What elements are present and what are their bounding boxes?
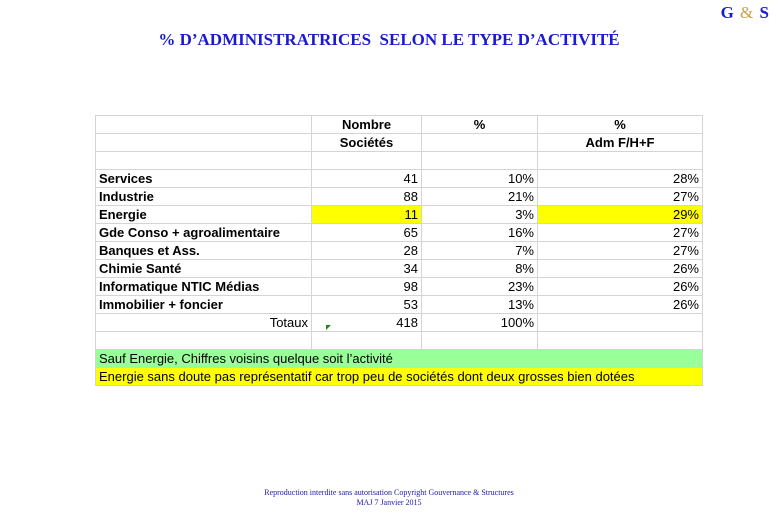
totals-nombre: 418: [312, 314, 422, 332]
row-adm: 27%: [538, 188, 703, 206]
note-yellow: Energie sans doute pas représentatif car trop peu de sociétés dont deux grosses bien dotées: [96, 368, 703, 386]
row-pct: 10%: [422, 170, 538, 188]
logo-s: S: [759, 3, 770, 22]
table-row: [96, 188, 703, 206]
empty-cell: [96, 332, 312, 350]
empty-cell: [538, 152, 703, 170]
header-cell-adm: %: [538, 116, 703, 134]
row-label: Immobilier + foncier: [96, 296, 312, 314]
header-cell-pct: %: [422, 116, 538, 134]
row-nombre: 53: [312, 296, 422, 314]
table-row: [96, 242, 703, 260]
row-pct: 13%: [422, 296, 538, 314]
table-row: [96, 170, 703, 188]
spacer-row: [96, 332, 703, 350]
row-pct: 21%: [422, 188, 538, 206]
empty-cell: [312, 152, 422, 170]
header-cell-adm-fhf: Adm F/H+F: [538, 134, 703, 152]
row-adm: 26%: [538, 278, 703, 296]
empty-cell: [96, 152, 312, 170]
footer-copyright: Reproduction interdite sans autorisation Copyright Gouvernance & Structures: [264, 488, 514, 497]
row-pct: 8%: [422, 260, 538, 278]
footer-date: MAJ 7 Janvier 2015: [356, 498, 422, 507]
row-adm-highlighted: 29%: [538, 206, 703, 224]
table-row-highlighted: [96, 206, 703, 224]
footer: [0, 488, 778, 508]
header-cell-nombre: Nombre: [312, 116, 422, 134]
row-nombre: 34: [312, 260, 422, 278]
row-pct: 16%: [422, 224, 538, 242]
page-title: % D’ADMINISTRATRICES SELON LE TYPE D’ACTIVITÉ: [158, 30, 620, 49]
totals-pct: 100%: [422, 314, 538, 332]
row-adm: 27%: [538, 224, 703, 242]
row-label: Chimie Santé: [96, 260, 312, 278]
row-label: Informatique NTIC Médias: [96, 278, 312, 296]
header-cell-societes: Sociétés: [312, 134, 422, 152]
table-row: [96, 278, 703, 296]
note-row-yellow: [96, 368, 703, 386]
row-adm: 26%: [538, 296, 703, 314]
empty-cell: [538, 332, 703, 350]
empty-cell: [312, 332, 422, 350]
row-nombre-highlighted: 11: [312, 206, 422, 224]
header-cell-label: [96, 116, 312, 134]
table-row: [96, 296, 703, 314]
logo-g: G: [720, 3, 735, 22]
spacer-row: [96, 152, 703, 170]
note-row-green: [96, 350, 703, 368]
empty-cell: [422, 332, 538, 350]
row-nombre: 88: [312, 188, 422, 206]
row-pct: 3%: [422, 206, 538, 224]
row-nombre: 98: [312, 278, 422, 296]
header-row-2: [96, 134, 703, 152]
header-cell-label: [96, 134, 312, 152]
row-label: Services: [96, 170, 312, 188]
logo: [721, 3, 770, 23]
row-adm: 28%: [538, 170, 703, 188]
data-table: [95, 115, 703, 386]
table-row: [96, 224, 703, 242]
table-row: [96, 260, 703, 278]
totals-adm: [538, 314, 703, 332]
row-adm: 27%: [538, 242, 703, 260]
row-nombre: 41: [312, 170, 422, 188]
note-green: Sauf Energie, Chiffres voisins quelque soit l’activité: [96, 350, 703, 368]
row-nombre: 65: [312, 224, 422, 242]
header-cell-pct: [422, 134, 538, 152]
row-label: Banques et Ass.: [96, 242, 312, 260]
row-label: Energie: [96, 206, 312, 224]
logo-ampersand: &: [740, 3, 755, 22]
row-pct: 7%: [422, 242, 538, 260]
row-adm: 26%: [538, 260, 703, 278]
totals-label: Totaux: [96, 314, 312, 332]
header-row-1: [96, 116, 703, 134]
empty-cell: [422, 152, 538, 170]
row-label: Industrie: [96, 188, 312, 206]
row-label: Gde Conso + agroalimentaire: [96, 224, 312, 242]
cell-comment-marker-icon: [326, 325, 331, 330]
row-pct: 23%: [422, 278, 538, 296]
row-nombre: 28: [312, 242, 422, 260]
totals-row: [96, 314, 703, 332]
